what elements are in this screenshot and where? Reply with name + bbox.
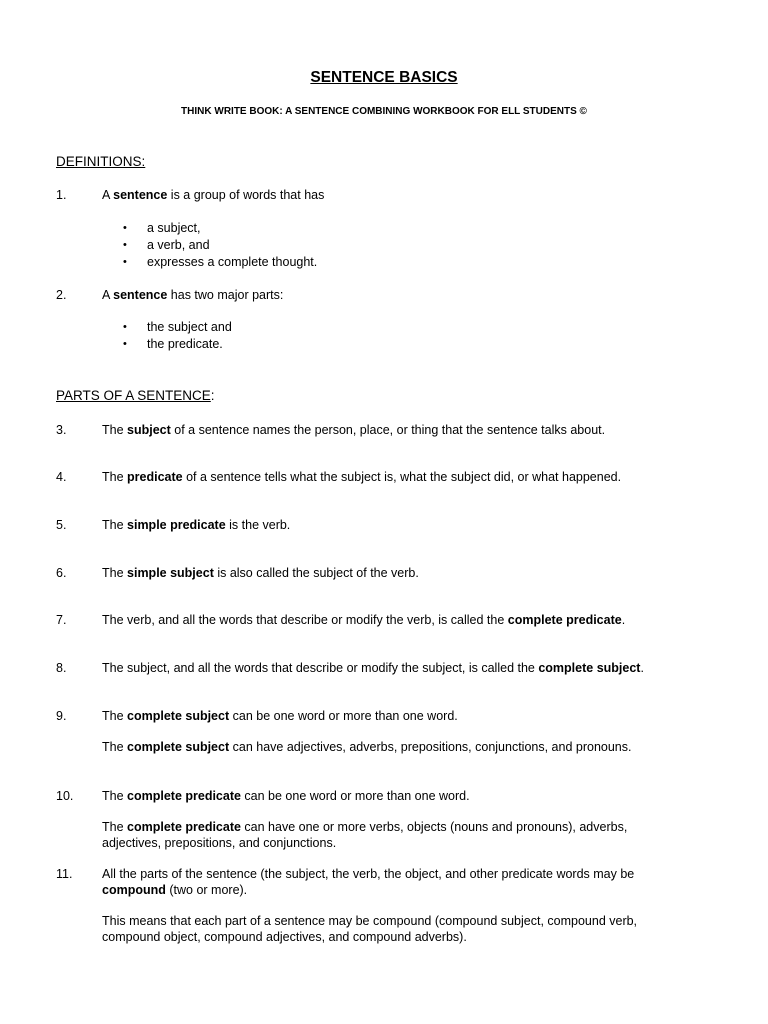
item-10-paragraph-2-line-2: adjectives, prepositions, and conjunctions. <box>102 836 337 850</box>
item-1-text: A sentence is a group of words that has <box>102 188 325 202</box>
item-11-text-line-2: compound (two or more). <box>102 883 248 897</box>
item-2-number: 2. <box>56 288 67 302</box>
bullet-icon: • <box>123 338 127 350</box>
item-9-text: The complete subject can be one word or more than one word. <box>102 709 458 723</box>
page-title: SENTENCE BASICS <box>310 69 458 86</box>
item-5-number: 5. <box>56 518 67 532</box>
item-3-number: 3. <box>56 423 67 437</box>
item-11-paragraph-2: This means that each part of a sentence may be compound (compound subject, compound verb, <box>102 914 638 928</box>
list-item: the subject and <box>147 320 232 334</box>
item-10-number: 10. <box>56 789 74 803</box>
list-item: a subject, <box>147 221 201 235</box>
item-7-number: 7. <box>56 613 67 627</box>
page-subtitle: THINK WRITE BOOK: A SENTENCE COMBINING WORKBOOK FOR ELL STUDENTS © <box>181 106 587 117</box>
list-item: a verb, and <box>147 238 210 252</box>
item-11-number: 11. <box>56 867 73 881</box>
bullet-icon: • <box>123 321 127 333</box>
item-11-text: All the parts of the sentence (the subject, the verb, the object, and other predicate words may be <box>102 867 635 881</box>
item-5-text: The simple predicate is the verb. <box>102 518 291 532</box>
item-11-paragraph-2-line-2: compound object, compound adjectives, and compound adverbs). <box>102 930 467 944</box>
parts-heading: PARTS OF A SENTENCE: <box>56 388 215 403</box>
item-6-number: 6. <box>56 566 67 580</box>
item-4-text: The predicate of a sentence tells what the subject is, what the subject did, or what happened. <box>102 470 622 484</box>
item-7-text: The verb, and all the words that describe or modify the verb, is called the complete predicate. <box>102 613 626 627</box>
item-9-paragraph-2: The complete subject can have adjectives, adverbs, prepositions, conjunctions, and pronouns. <box>102 740 632 754</box>
definitions-heading-text: DEFINITIONS: <box>56 154 146 169</box>
item-8-number: 8. <box>56 661 67 675</box>
parts-heading-text: PARTS OF A SENTENCE <box>56 388 211 403</box>
item-9-number: 9. <box>56 709 67 723</box>
bullet-icon: • <box>123 256 127 268</box>
item-10-paragraph-2: The complete predicate can have one or more verbs, objects (nouns and pronouns), adverbs, <box>102 820 628 834</box>
item-8-text: The subject, and all the words that describe or modify the subject, is called the complete subject. <box>102 661 644 675</box>
item-3-text: The subject of a sentence names the person, place, or thing that the sentence talks about. <box>102 423 606 437</box>
item-10-text: The complete predicate can be one word or more than one word. <box>102 789 470 803</box>
item-6-text: The simple subject is also called the subject of the verb. <box>102 566 419 580</box>
item-2-text: A sentence has two major parts: <box>102 288 284 302</box>
bullet-icon: • <box>123 222 127 234</box>
definitions-heading <box>56 154 145 170</box>
item-1-number: 1. <box>56 188 67 202</box>
item-4-number: 4. <box>56 470 67 484</box>
list-item: the predicate. <box>147 337 223 351</box>
bullet-icon: • <box>123 239 127 251</box>
list-item: expresses a complete thought. <box>147 255 318 269</box>
